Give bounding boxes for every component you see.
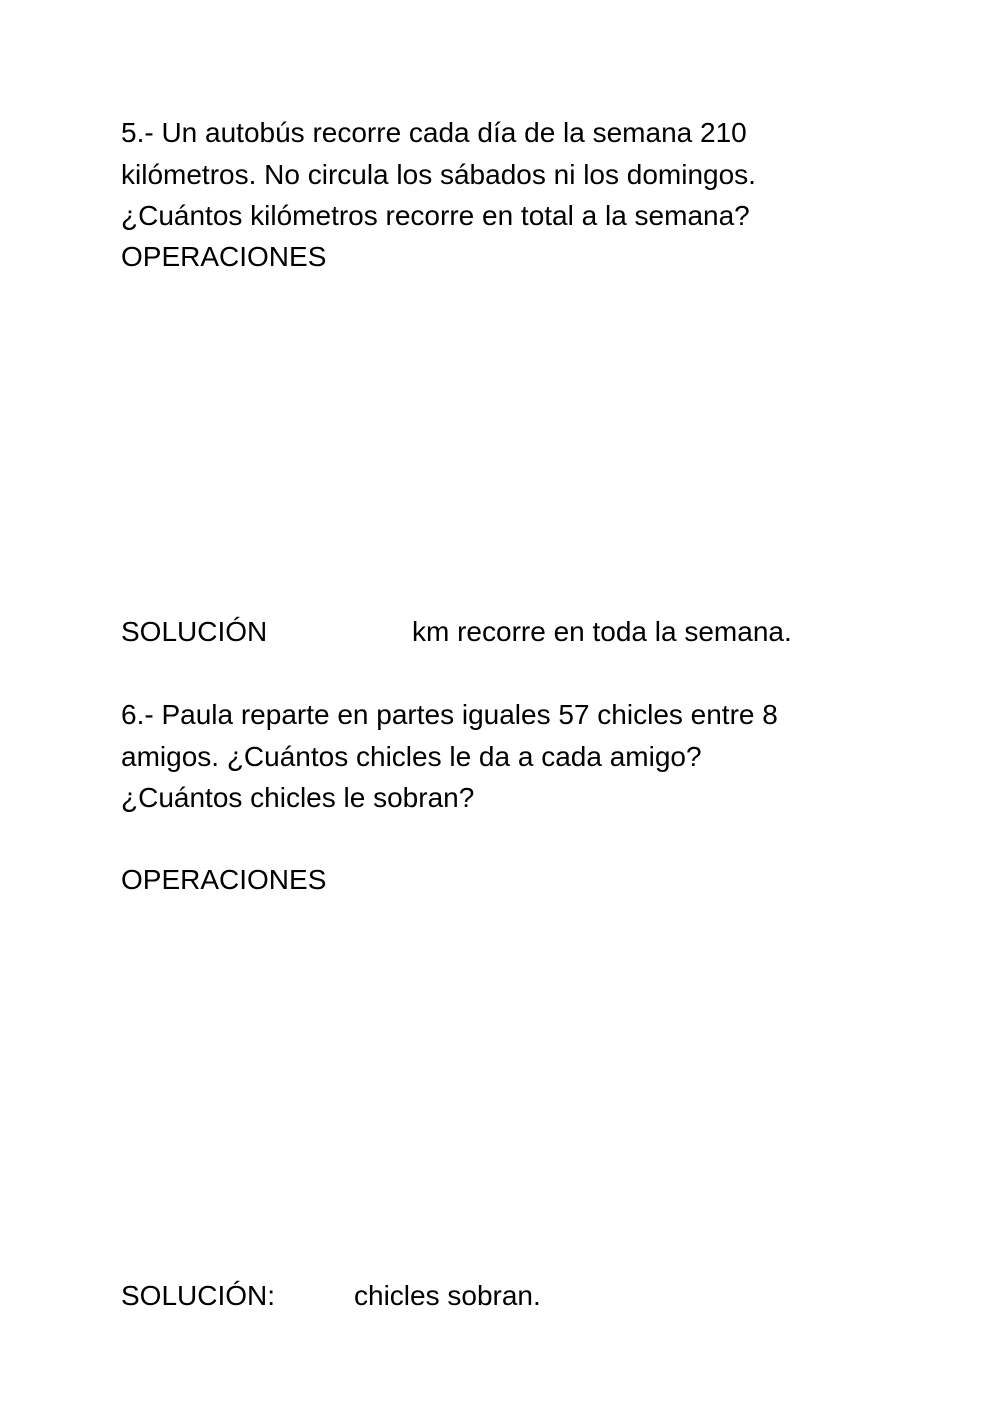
problem-6-solution-label: SOLUCIÓN: [121, 1280, 276, 1311]
problem-6-answer-input[interactable] [292, 1275, 348, 1316]
problem-5-solution-label: SOLUCIÓN [121, 616, 268, 647]
problem-6-question-1: amigos. ¿Cuántos chicles le da a cada amigo? [121, 741, 702, 772]
problem-5-solution-text: km recorre en toda la semana. [412, 616, 792, 647]
problem-6-line-1: 6.- Paula reparte en partes iguales 57 chicles entre 8 [121, 699, 778, 730]
problem-5-line-2: kilómetros. No circula los sábados ni los domingos. [121, 159, 756, 190]
problem-6-operations-area[interactable] [121, 910, 881, 1260]
problem-6-question-2: ¿Cuántos chicles le sobran? [121, 782, 475, 813]
problem-6-operations-label: OPERACIONES [121, 864, 327, 895]
problem-5-answer-input[interactable] [285, 611, 405, 652]
problem-5-question: ¿Cuántos kilómetros recorre en total a la semana? [121, 200, 750, 231]
problem-6-solution-text: chicles sobran. [354, 1280, 541, 1311]
problem-5-line-1: 5.- Un autobús recorre cada día de la semana 210 [121, 117, 747, 148]
problem-5-operations-area[interactable] [121, 285, 881, 595]
problem-5-operations-label: OPERACIONES [121, 241, 327, 272]
